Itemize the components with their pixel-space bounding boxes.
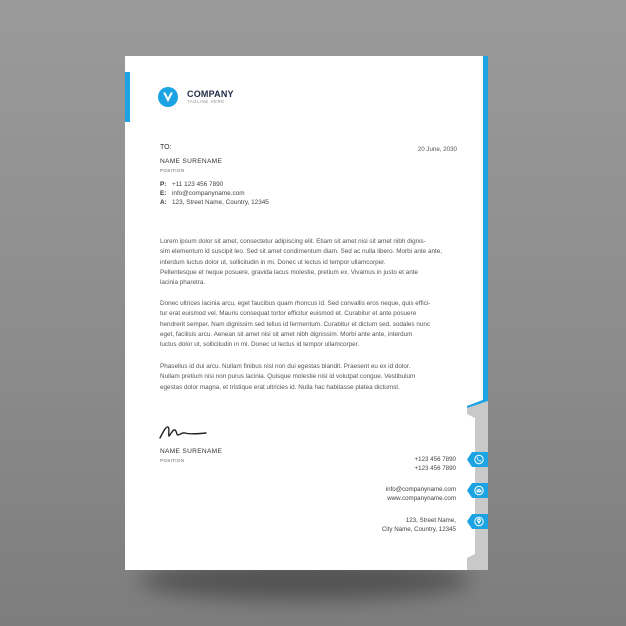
footer-address-line: 123, Street Name, — [405, 517, 456, 524]
left-accent-bar — [125, 72, 130, 122]
signatory-name: NAME SURENAME — [160, 448, 223, 455]
company-tagline: TAGLINE HERE — [187, 99, 225, 104]
body-paragraph — [160, 237, 460, 288]
contact-address — [160, 199, 269, 206]
contact-key: P: — [160, 181, 167, 188]
paragraph-line: Phasellus id dui arcu. Nullam finibus nisl non dui egestas blandit. Praesent eu ex id dolor. — [160, 363, 411, 370]
signature-mark — [158, 422, 208, 442]
paragraph-line: luctus dolor ut, sollicitudin in mi. Donec ut lectus id tempor ullamcorper. — [160, 341, 360, 349]
footer-email: info@companyname.com — [385, 486, 456, 493]
recipient-position: POSITION — [160, 168, 185, 173]
footer-website: www.companyname.com — [387, 495, 456, 502]
contact-value: info@companyname.com — [172, 190, 245, 197]
contact-key: E: — [160, 190, 167, 197]
company-name: COMPANY — [187, 89, 234, 99]
contact-key: A: — [160, 199, 167, 206]
recipient-name: NAME SURENAME — [160, 158, 223, 165]
contact-value: 123, Street Name, Country, 12345 — [172, 199, 269, 206]
paragraph-line: hendrerit semper. Nam dignissim sed tellus id fermentum. Curabitur et dictum sed, sodales nunc — [160, 320, 431, 328]
location-pin-icon — [467, 514, 488, 529]
paragraph-line: Lorem ipsum dolor sit amet, consectetur adipiscing elit. Etiam sit amet nisi sit amet nibh dignis- — [160, 238, 426, 245]
paragraph-line: interdum luctus dolor ut, sollicitudin in mi. Donec ut lectus id tempor ullamcorper. — [160, 258, 386, 266]
paragraph-line: tur erat euismod vel. Mauris consequat tortor efficitur euismod et. Curabitur et ante posuere — [160, 310, 417, 318]
paragraph-line: lacinia pharetra. — [160, 279, 206, 287]
footer-phone: +123 456 7890 — [414, 456, 456, 463]
contact-email — [160, 190, 245, 197]
contact-phone — [160, 181, 223, 188]
to-label: TO: — [160, 144, 172, 151]
v-logo-icon — [158, 87, 178, 107]
right-accent-bar — [483, 56, 488, 404]
paragraph-line: Donec ultrices lacinia arcu, eget faucibus quam rhoncus id. Sed convallis eros neque, quis effici- — [160, 300, 431, 307]
body-paragraph — [160, 362, 460, 393]
paragraph-line: Nullam pretium nisi non purus lacinia. Quisque molestie nisl id volutpat congue. Vestibulum — [160, 373, 416, 381]
body-paragraph — [160, 299, 460, 350]
signatory-position: POSITION — [160, 458, 185, 463]
letter-date: 20 June, 2030 — [417, 146, 457, 153]
phone-icon — [467, 452, 488, 467]
paragraph-line: sim elementum id suscipit leo. Sed sit amet condimentum diam. Sed ac nulla libero. Morbi ante ante, — [160, 248, 443, 256]
contact-value: +11 123 456 7890 — [172, 181, 224, 188]
footer-address-line: City Name, Country, 12345 — [381, 526, 456, 533]
paragraph-line: Pellentesque et neque posuere, gravida lacus molestie, pretium ex. Vivamus in justo et ante — [160, 268, 419, 276]
footer-phone: +123 456 7890 — [414, 465, 456, 472]
paragraph-line: egestas dolor magna, et tristique erat ultricies id. Nulla hac habitasse platea dictumst. — [160, 383, 400, 391]
paragraph-line: eget, facilisis arcu. Aenean sit amet nisi sit amet nibh dignissim. Morbi ante ante, interdum — [160, 330, 413, 338]
envelope-icon — [467, 483, 488, 498]
letterhead-page — [125, 56, 488, 570]
